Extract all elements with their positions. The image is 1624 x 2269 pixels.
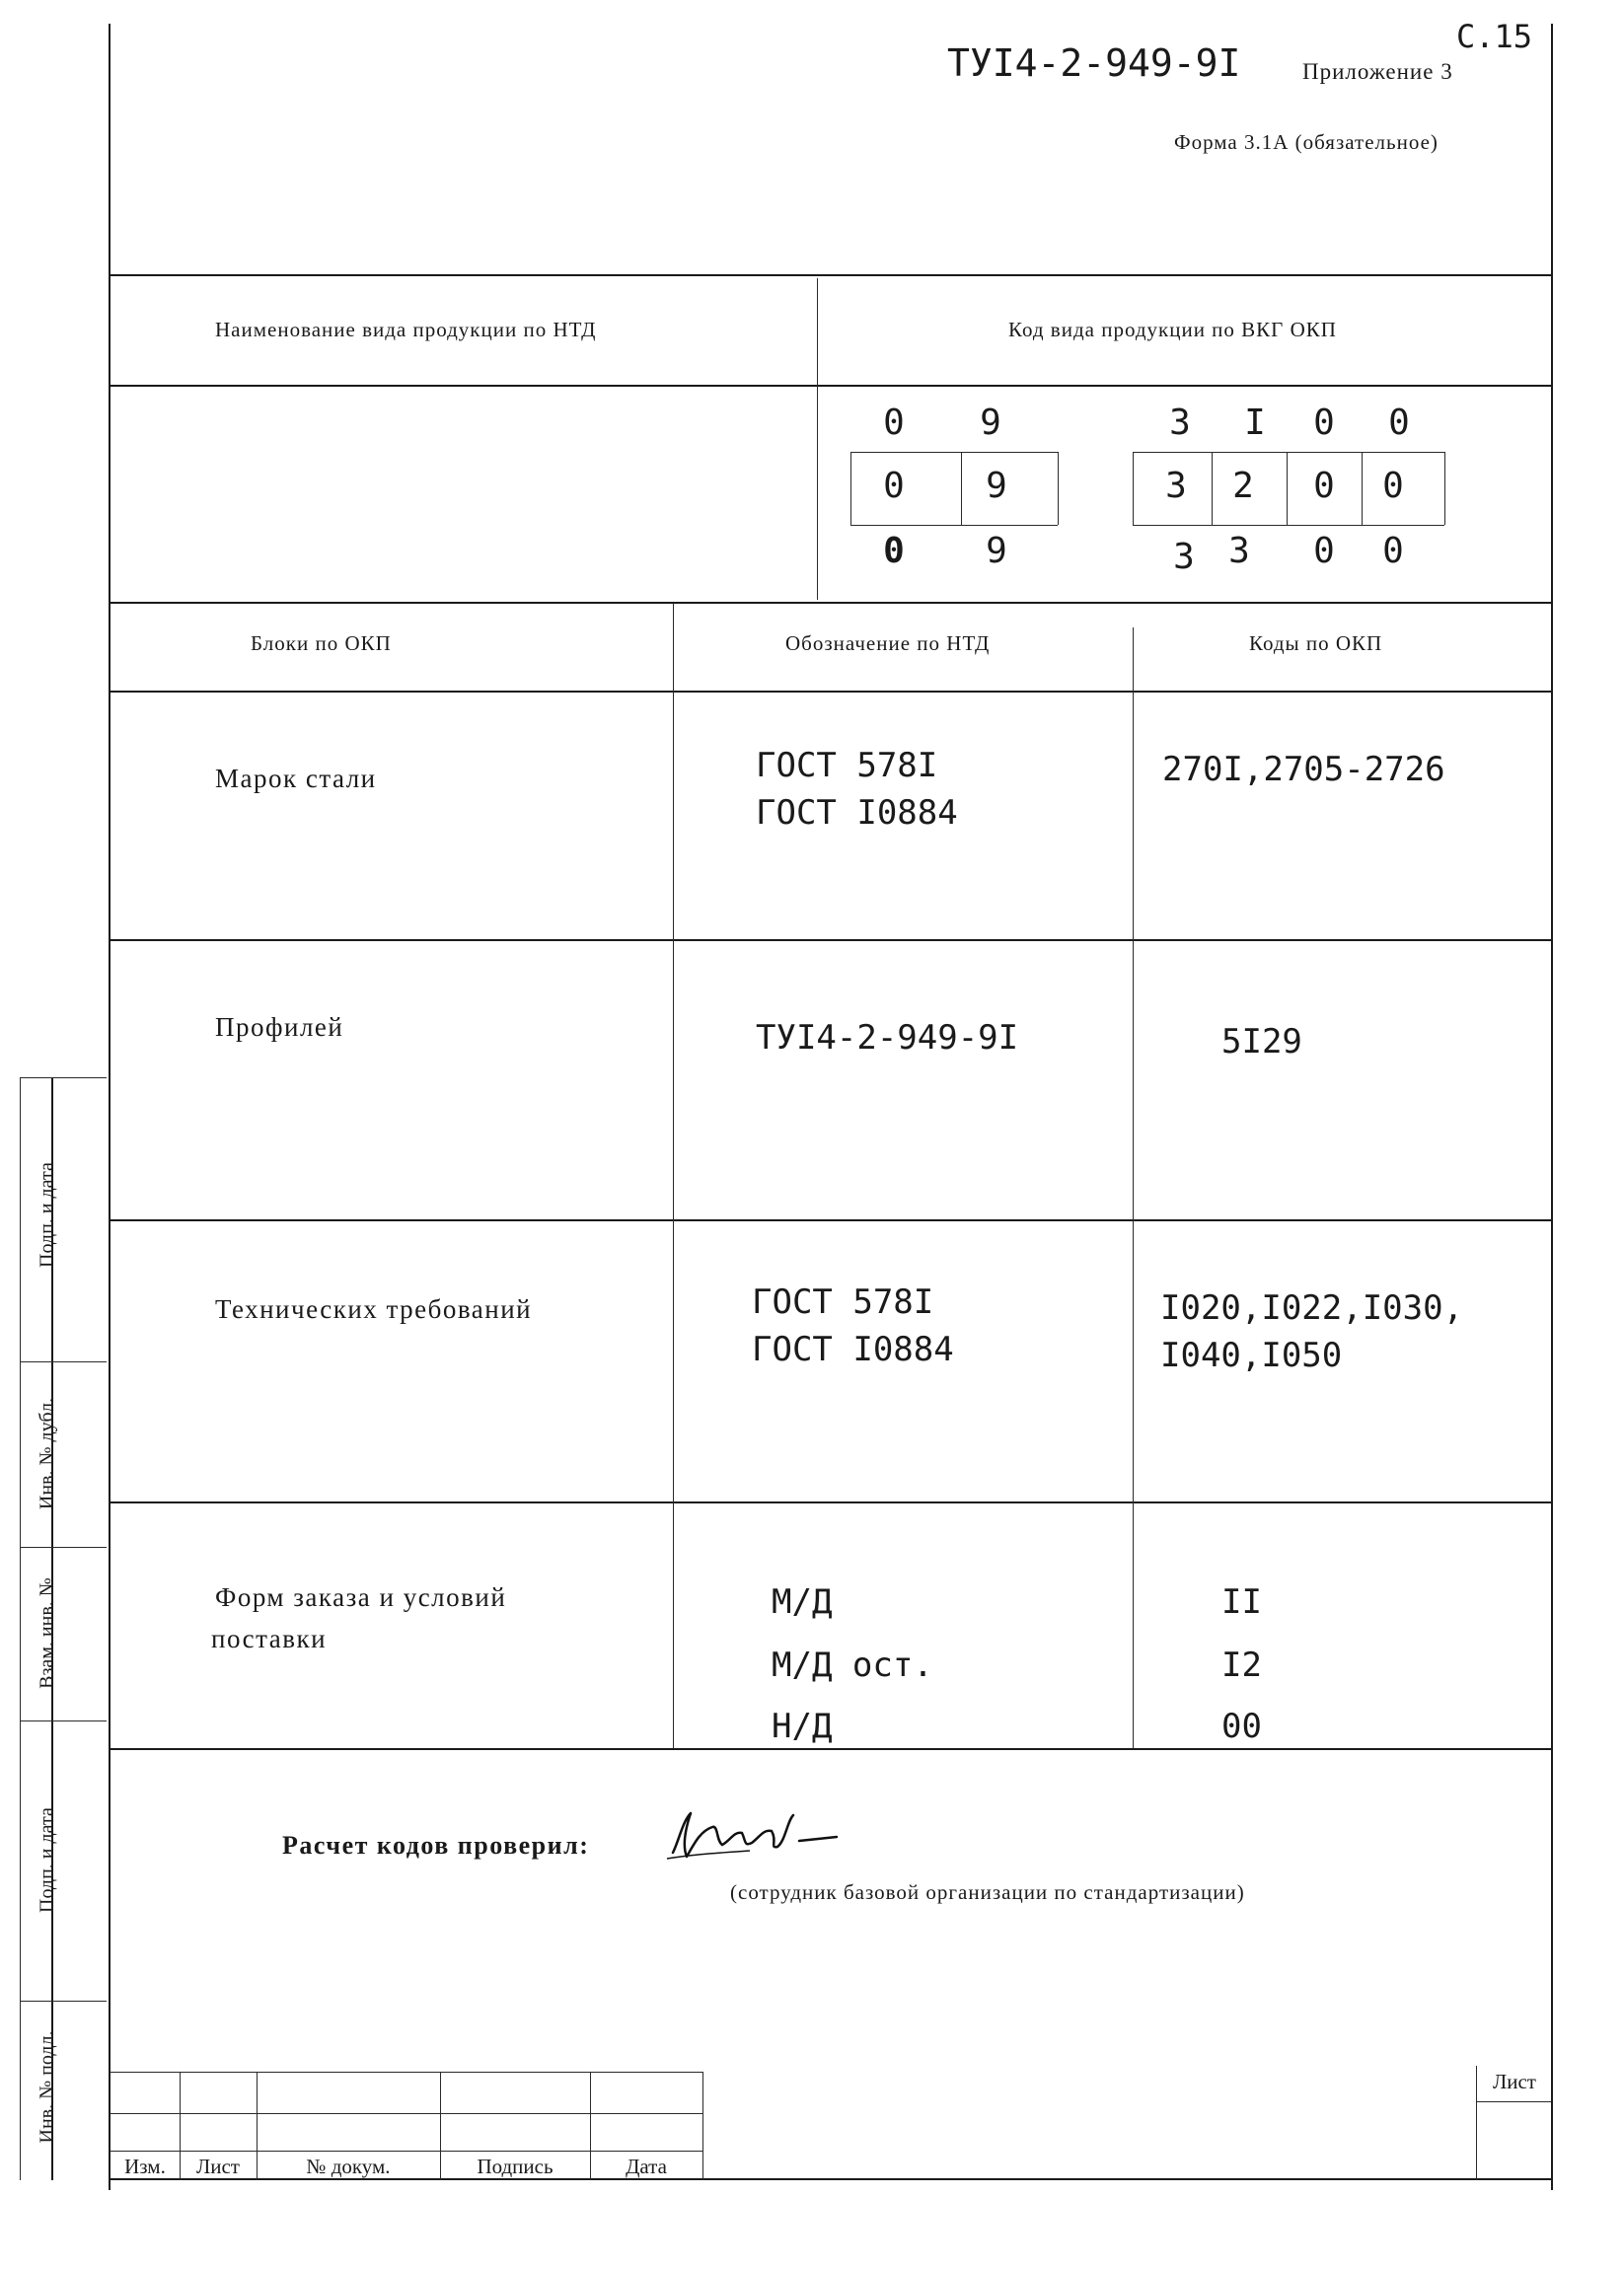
- code-digit: 0: [1382, 466, 1404, 506]
- form-label: Форма 3.1А (обязательное): [1174, 130, 1439, 154]
- code-digit: 3: [1165, 466, 1187, 506]
- code-digit: 0: [883, 531, 905, 571]
- ntd-designation: ГОСТ I0884: [752, 1330, 954, 1369]
- block-name-cont: поставки: [211, 1624, 328, 1653]
- stamp-label-doc-number: № докум.: [306, 2155, 391, 2178]
- page-mark: С.15: [1456, 18, 1533, 55]
- ntd-designation: ТУI4-2-949-9I: [756, 1018, 1019, 1058]
- signature: [661, 1801, 849, 1870]
- ntd-designation: М/Д: [772, 1582, 833, 1622]
- code-digit: 3: [1228, 531, 1250, 571]
- stamp-label-sheet: Лист: [196, 2155, 240, 2178]
- block-name: Форм заказа и условий: [215, 1582, 507, 1612]
- stamp-label-signature: Подпись: [477, 2155, 554, 2178]
- col-header-blocks: Блоки по ОКП: [251, 631, 392, 655]
- side-label-sign-date: Подп. и дата: [36, 1162, 58, 1268]
- checker-note: (сотрудник базовой организации по стандартизации): [730, 1880, 1245, 1904]
- code-digit: 0: [1382, 531, 1404, 571]
- checked-by-label: Расчет кодов проверил:: [282, 1831, 590, 1860]
- code-digit: 9: [986, 466, 1007, 506]
- code-digit: 0: [1313, 531, 1335, 571]
- okp-codes: I020,I022,I030,: [1160, 1288, 1464, 1328]
- okp-codes: I2: [1221, 1646, 1262, 1685]
- frame-right: [1551, 24, 1553, 2190]
- okp-codes: 270I,2705-2726: [1162, 750, 1445, 789]
- okp-codes: I040,I050: [1160, 1336, 1343, 1375]
- code-digit: 3: [1169, 403, 1191, 443]
- code-digit: 0: [1313, 466, 1335, 506]
- appendix-label: Приложение 3: [1302, 59, 1453, 84]
- code-digit: 0: [1388, 403, 1410, 443]
- okp-codes: II: [1221, 1582, 1262, 1622]
- ntd-designation: ГОСТ 578I: [752, 1282, 934, 1322]
- block-name: Профилей: [215, 1012, 344, 1042]
- ntd-designation: М/Д ост.: [772, 1646, 933, 1685]
- code-digit: 9: [986, 531, 1007, 571]
- col-header-codes: Коды по ОКП: [1249, 631, 1383, 655]
- ntd-designation: Н/Д: [772, 1707, 833, 1746]
- code-digit: 2: [1232, 466, 1254, 506]
- side-label-orig-inv: Инв. № подл.: [36, 2030, 58, 2144]
- code-digit: 3: [1173, 537, 1195, 577]
- okp-codes: 00: [1221, 1707, 1262, 1746]
- code-digit: 9: [980, 403, 1001, 443]
- stamp-sheet-label: Лист: [1493, 2070, 1536, 2093]
- code-digit: 0: [1313, 403, 1335, 443]
- stamp-label-date: Дата: [626, 2155, 667, 2178]
- product-name-header: Наименование вида продукции по НТД: [215, 318, 597, 341]
- side-label-sign-date-2: Подп. и дата: [36, 1807, 58, 1913]
- side-label-repl-inv: Взам. инв. №: [36, 1577, 58, 1689]
- code-digit: I: [1244, 403, 1266, 443]
- ntd-designation: ГОСТ I0884: [756, 793, 958, 833]
- stamp-label-change: Изм.: [124, 2155, 166, 2178]
- document-code: ТУI4-2-949-9I: [947, 41, 1241, 85]
- code-digit: 0: [883, 403, 905, 443]
- code-digit: 0: [883, 466, 905, 506]
- block-name: Марок стали: [215, 764, 377, 793]
- okp-codes: 5I29: [1221, 1022, 1302, 1061]
- col-header-ntd: Обозначение по НТД: [785, 631, 991, 655]
- side-label-dup-inv: Инв. № дубл.: [36, 1397, 58, 1510]
- frame-left: [109, 24, 111, 2190]
- product-code-header: Код вида продукции по ВКГ ОКП: [1008, 318, 1337, 341]
- block-name: Технических требований: [215, 1294, 533, 1324]
- ntd-designation: ГОСТ 578I: [756, 746, 938, 785]
